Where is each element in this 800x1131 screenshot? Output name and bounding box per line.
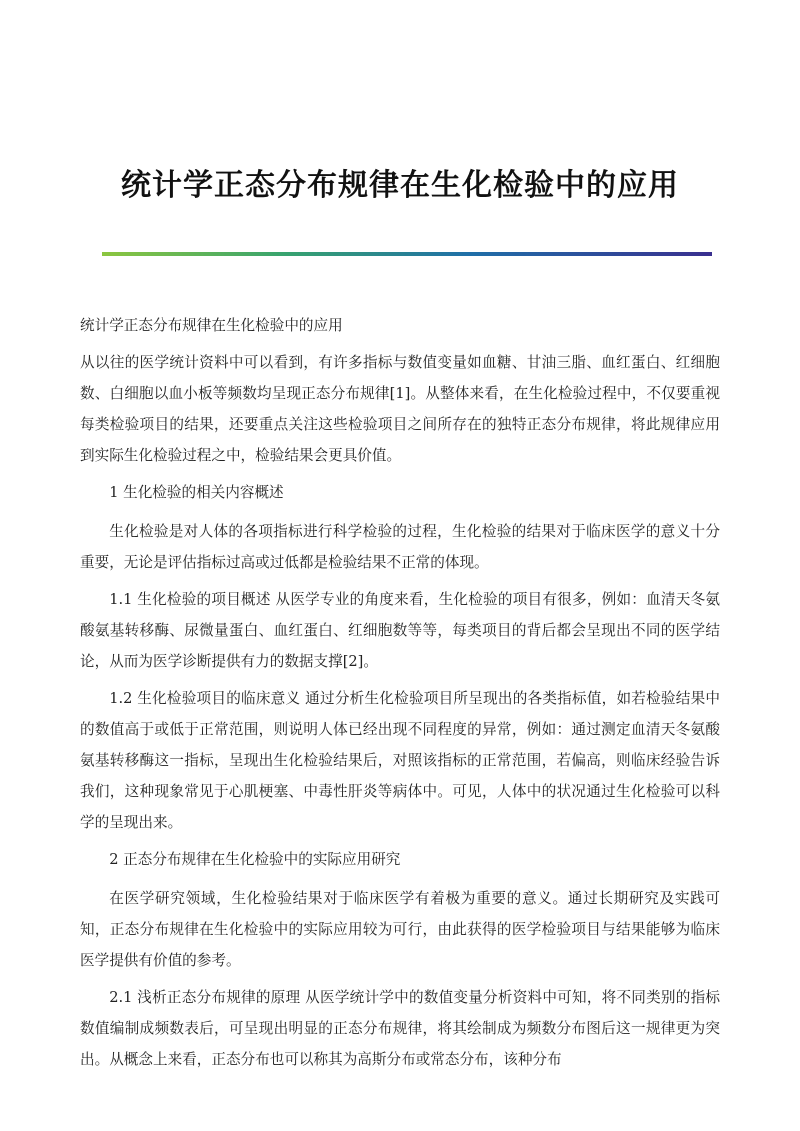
paragraph-section-2: 在医学研究领域，生化检验结果对于临床医学有着极为重要的意义。通过长期研究及实践可知，正态分布规律在生化检验中的实际应用较为可行，由此获得的医学检验项目与结果能够为临床医学提供有价值的参考。: [80, 890, 720, 969]
section-heading-2: 2 正态分布规律在生化检验中的实际应用研究: [109, 851, 401, 868]
document-body: [80, 310, 720, 1081]
document-title: 统计学正态分布规律在生化检验中的应用: [121, 168, 679, 203]
paragraph-section-2-1: 2.1 浅析正态分布规律的原理 从医学统计学中的数值变量分析资料中可知，将不同类别的指标数值编制成频数表后，可呈现出明显的正态分布规律，将其绘制成为频数分布图后这一规律更为突出。从概念上来看，正态分布也可以称其为高斯分布或常态分布，该种分布: [80, 989, 720, 1068]
paragraph-section-1-1: 1.1 生化检验的项目概述 从医学专业的角度来看，生化检验的项目有很多，例如：血清天冬氨酸氨基转移酶、尿微量蛋白、血红蛋白、红细胞数等等，每类项目的背后都会呈现出不同的医学结论，从而为医学诊断提供有力的数据支撑[2]。: [80, 591, 720, 670]
section-heading-1: 1 生化检验的相关内容概述: [109, 484, 284, 501]
paragraph-section-1-2: 1.2 生化检验项目的临床意义 通过分析生化检验项目所呈现出的各类指标值，如若检验结果中的数值高于或低于正常范围，则说明人体已经出现不同程度的异常，例如：通过测定血清天冬氨酸氨基转移酶这一指标，呈现出生化检验结果后，对照该指标的正常范围，若偏高，则临床经验告诉我们，这种现象常见于心肌梗塞、中毒性肝炎等病体中。可见，人体中的状况通过生化检验可以科学的呈现出来。: [80, 690, 720, 831]
title-divider: [102, 252, 712, 256]
document-subtitle: 统计学正态分布规律在生化检验中的应用: [80, 317, 343, 334]
paragraph-section-1: 生化检验是对人体的各项指标进行科学检验的过程，生化检验的结果对于临床医学的意义十分重要，无论是评估指标过高或过低都是检验结果不正常的体现。: [80, 523, 720, 571]
paragraph-intro: 从以往的医学统计资料中可以看到，有许多指标与数值变量如血糖、甘油三脂、血红蛋白、红细胞数、白细胞以血小板等频数均呈现正态分布规律[1]。从整体来看，在生化检验过程中，不仅要重视每类检验项目的结果，还要重点关注这些检验项目之间所存在的独特正态分布规律，将此规律应用到实际生化检验过程之中，检验结果会更具价值。: [80, 354, 720, 464]
